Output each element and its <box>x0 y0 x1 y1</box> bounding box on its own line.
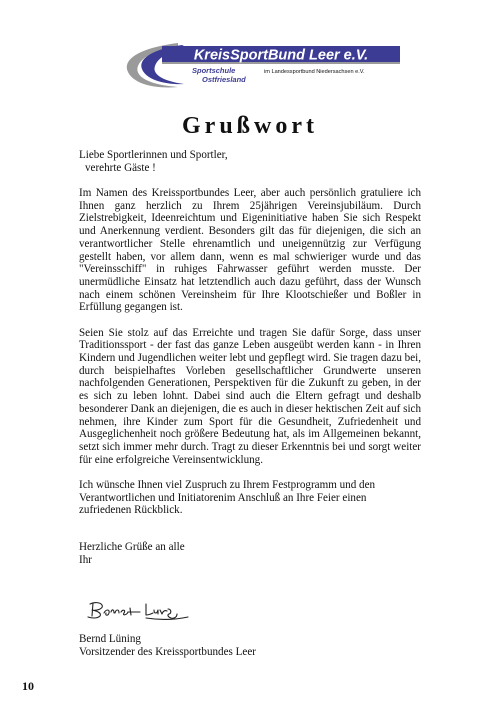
letter-body <box>79 149 421 566</box>
paragraph-3: Ich wünsche Ihnen viel Zuspruch zu Ihrem Festprogramm und den Verantwortlichen und Initiatorenim Anschluß an Ihre Feier einen zufriedenen Rückblick. <box>79 478 376 517</box>
signer-block <box>79 633 256 658</box>
page-heading: Grußwort <box>182 113 318 139</box>
salutation <box>79 149 421 174</box>
paragraph-1: Im Namen des Kreissportbundes Leer, aber auch persönlich gratuliere ich Ihnen ganz herzlich zu Ihrem 25jährigen Vereinsjubiläum. Durch Zielstrebigkeit, Ideenreichtum und Eigeninitiative haben Sie sich Respekt und Anerkennung verdient. Besonders gilt das für diejenigen, die sich an verantwortlicher Stelle ehrenamtlich und uneigennützig zur Verfügung gestellt haben, vor allem dann, wenn es mal schwieriger wurde und das "Vereinsschiff" in ruhiges Fahrwasser geführt werden musste. Der unermüdliche Einsatz hat letztendlich auch dazu geführt, dass der Wunsch nach einem schönen Vereinsheim für Ihre Klootschießer und Boßler in Erfüllung gegangen ist. <box>79 187 421 314</box>
logo-tagline: im Landessportbund Niedersachsen e.V. <box>264 69 365 75</box>
handwritten-signature <box>84 596 194 624</box>
paragraph-2: Seien Sie stolz auf das Erreichte und tragen Sie dafür Sorge, dass unser Traditionssport - der fast das ganze Leben ausgeübt werden kann - in Ihren Kindern und Jugendlichen weiter lebt und gepflegt wird. Sie tragen dazu bei, durch beispielhaftes Vorleben gesellschaftlicher Grundwerte unseren nachfolgenden Generationen, Perspektiven für die Zukunft zu geben, in der es sich zu leben lohnt. Dabei sind auch die Eltern gefragt und deshalb besonderer Dank an diejenigen, die es auch in dieser hektischen Zeit auf sich nehmen, ihre Kinder zum Sport für die Gesundheit, Zufriedenheit und Ausgeglichenheit noch größere Bedeutung hat, als im Allgemeinen bekannt, setzt sich immer mehr durch. Tragt zu dieser Erkenntnis bei und sorgt weiter für eine erfolgreiche Vereinsentwicklung. <box>79 326 421 466</box>
closing <box>79 541 421 566</box>
closing-line-1: Herzliche Grüße an alle <box>79 541 185 554</box>
salutation-line-2: verehrte Gäste ! <box>85 161 156 174</box>
signer-name: Bernd Lüning <box>79 633 141 645</box>
salutation-line-1: Liebe Sportlerinnen und Sportler, <box>79 149 228 161</box>
signature-graphic <box>84 596 194 624</box>
logo-name: KreisSportBund Leer e.V. <box>193 47 369 64</box>
logo-sub-line2: Ostfriesland <box>202 75 246 84</box>
signer-title: Vorsitzender des Kreissportbundes Leer <box>79 645 256 658</box>
logo-graphic <box>118 40 403 90</box>
kreissportbund-logo <box>118 40 403 90</box>
page-number: 10 <box>22 679 34 693</box>
logo-sub-line1: Sportschule <box>192 66 236 75</box>
closing-line-2: Ihr <box>79 553 92 566</box>
